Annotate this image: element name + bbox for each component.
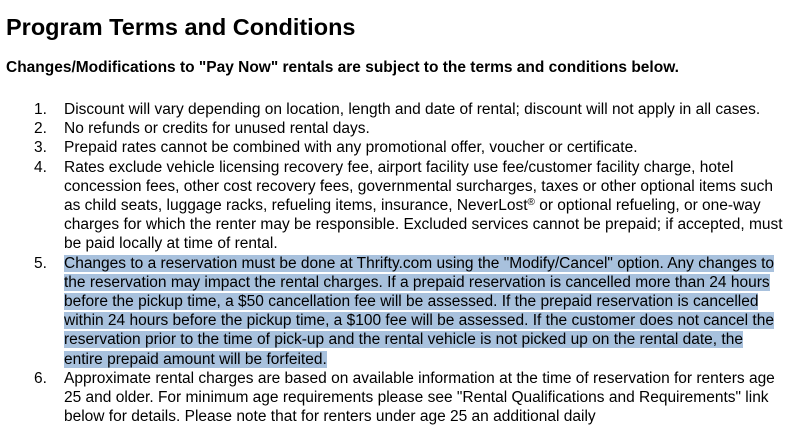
term-text[interactable] [64,159,783,253]
term-text-before-mark: Rates exclude vehicle licensing recovery fee, airport facility use fee/customer facility charge, hotel concession fees, other cost recovery fees, governmental surcharges, taxes or other optional items such as child seats, luggage racks, refueling items, insurance, NeverLost [64,158,774,215]
term-item-5 [0,254,786,369]
term-item-4 [0,158,786,254]
term-item-3 [0,138,786,157]
term-item-2 [0,119,786,138]
term-text[interactable]: Discount will vary depending on location, length and date of rental; discount will not apply in all cases. [64,101,761,118]
page-title: Program Terms and Conditions [6,14,356,40]
term-item-6 [0,369,786,427]
term-text-after-mark: or optional refueling, or one-way charges for which the renter may be responsible. Excluded services cannot be prepaid; if accepted, must be paid locally at time of rental. [64,197,783,253]
term-text-selected[interactable]: Changes to a reservation must be done at Thrifty.com using the "Modify/Cancel" option. Any changes to the reservation may impact the rental charges. If a prepaid reservation is cancelled more than 24 hours before the pickup time, a $50 cancellation fee will be assessed. If the prepaid reservation is cancelled within 24 hours before the pickup time, a $100 fee will be assessed. If the customer does not cancel the reservation prior to the time of pick-up and the rental vehicle is not picked up on the rental date, the entire prepaid amount will be forfeited. [64,254,775,368]
terms-list [0,100,793,426]
term-number: 1. [34,101,47,118]
term-text[interactable]: No refunds or credits for unused rental days. [64,120,370,138]
term-number: 3. [34,139,47,157]
term-text[interactable]: Approximate rental charges are based on available information at the time of reservation for renters age 25 and older. For minimum age requirements please see "Rental Qualifications and Requirements" link below for details. Please note that for renters under age 25 an additional daily [64,369,775,426]
term-number: 5. [34,254,47,272]
page-subtitle: Changes/Modifications to "Pay Now" rentals are subject to the terms and conditions below. [6,59,679,76]
term-number: 6. [34,369,47,387]
term-number: 4. [34,158,47,176]
term-text[interactable]: Prepaid rates cannot be combined with any promotional offer, voucher or certificate. [64,139,638,157]
term-number: 2. [34,120,47,138]
registered-mark: ® [527,197,535,209]
term-item-1 [0,100,786,119]
